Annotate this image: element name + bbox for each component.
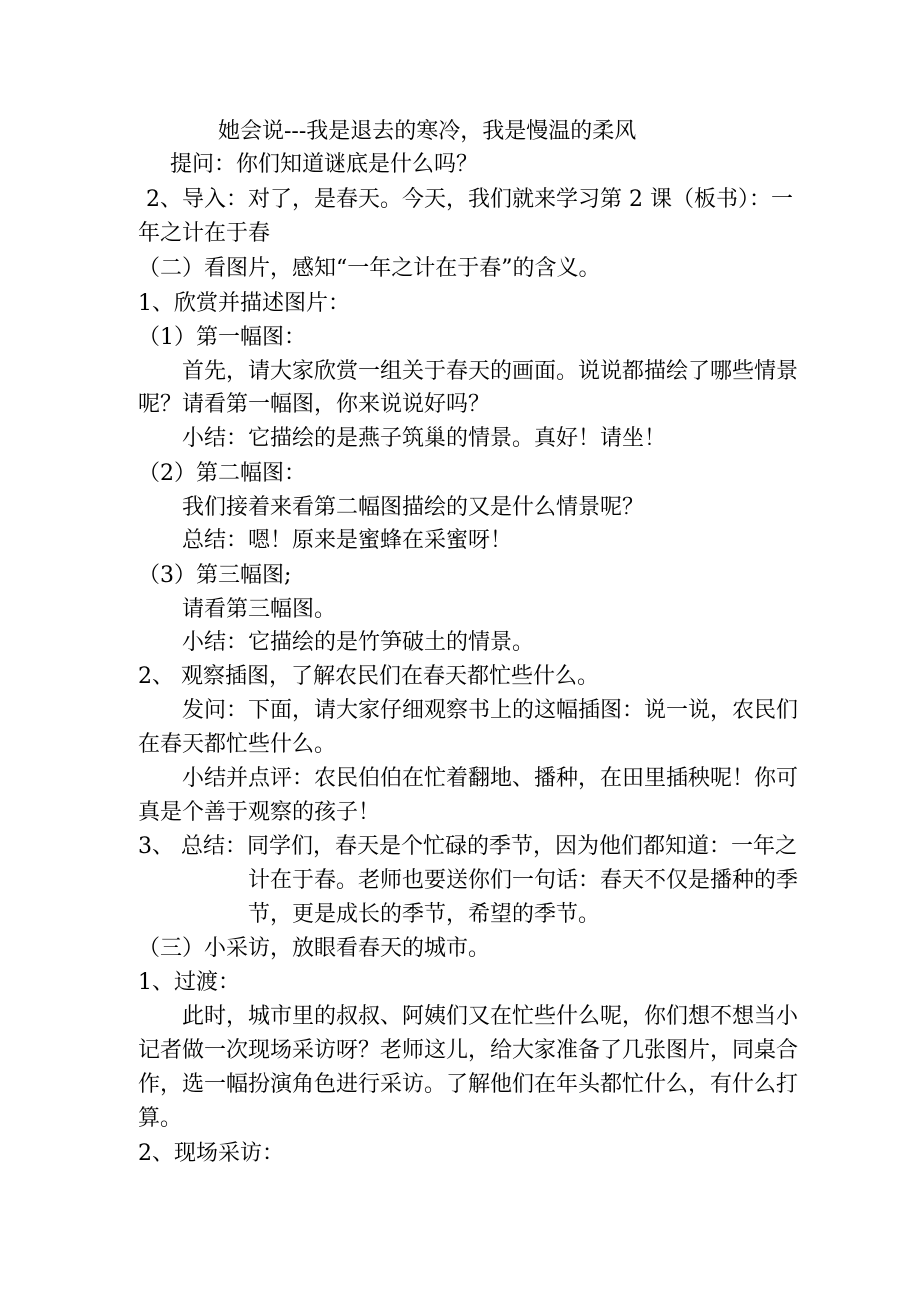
text-line: 2、现场采访： bbox=[138, 1141, 284, 1166]
text-line: 真是个善于观察的孩子！ bbox=[138, 800, 381, 825]
text-line: 首先，请大家欣赏一组关于春天的画面。说说都描绘了哪些情景 bbox=[182, 359, 799, 384]
text-line: （二）看图片，感知“一年之计在于春”的含义。 bbox=[138, 256, 601, 281]
text-line: 1、欣赏并描述图片： bbox=[138, 291, 350, 316]
text-line: 提问：你们知道谜底是什么吗？ bbox=[170, 152, 479, 177]
text-line: 节，更是成长的季节，希望的季节。 bbox=[248, 902, 601, 927]
text-line: 小结：它描绘的是燕子筑巢的情景。真好！请坐！ bbox=[182, 426, 667, 451]
text-line: 此时，城市里的叔叔、阿姨们又在忙些什么呢，你们想不想当小 bbox=[182, 1004, 799, 1029]
text-line: （2）第二幅图： bbox=[138, 461, 306, 486]
text-line: 在春天都忙些什么。 bbox=[138, 732, 337, 757]
text-line: （3）第三幅图; bbox=[138, 563, 292, 588]
text-line: 小结并点评：农民伯伯在忙着翻地、播种，在田里插秧呢！你可 bbox=[182, 766, 799, 791]
text-line: 2、 观察插图，了解农民们在春天都忙些什么。 bbox=[138, 664, 599, 689]
text-line: 计在于春。老师也要送你们一句话：春天不仅是播种的季 bbox=[248, 868, 799, 893]
text-line: 算。 bbox=[138, 1106, 183, 1131]
text-line: 我们接着来看第二幅图描绘的又是什么情景呢？ bbox=[182, 495, 645, 520]
text-line: 2、导入：对了，是春天。今天，我们就来学习第 2 课（板书）：一 bbox=[146, 187, 793, 212]
text-line: 1、过渡： bbox=[138, 970, 240, 995]
text-line: （1）第一幅图： bbox=[138, 325, 306, 350]
text-line: 请看第三幅图。 bbox=[182, 597, 337, 622]
text-line: 小结：它描绘的是竹笋破土的情景。 bbox=[182, 630, 535, 655]
text-line: 她会说---我是退去的寒冷，我是慢温的柔风 bbox=[218, 119, 637, 144]
text-line: 总结：嗯！原来是蜜蜂在采蜜呀！ bbox=[182, 528, 513, 553]
text-line: 记者做一次现场采访呀？老师这儿，给大家准备了几张图片，同桌合 bbox=[138, 1038, 799, 1063]
text-line: 呢？请看第一幅图，你来说说好吗？ bbox=[138, 392, 491, 417]
text-line: 发问：下面，请大家仔细观察书上的这幅插图：说一说，农民们 bbox=[182, 698, 799, 723]
text-line: 作，选一幅扮演角色进行采访。了解他们在年头都忙什么，有什么打 bbox=[138, 1072, 799, 1097]
text-line: （三）小采访，放眼看春天的城市。 bbox=[138, 936, 491, 961]
text-line: 年之计在于春 bbox=[138, 221, 271, 246]
text-line: 3、 总结：同学们，春天是个忙碌的季节，因为他们都知道：一年之 bbox=[138, 834, 797, 859]
